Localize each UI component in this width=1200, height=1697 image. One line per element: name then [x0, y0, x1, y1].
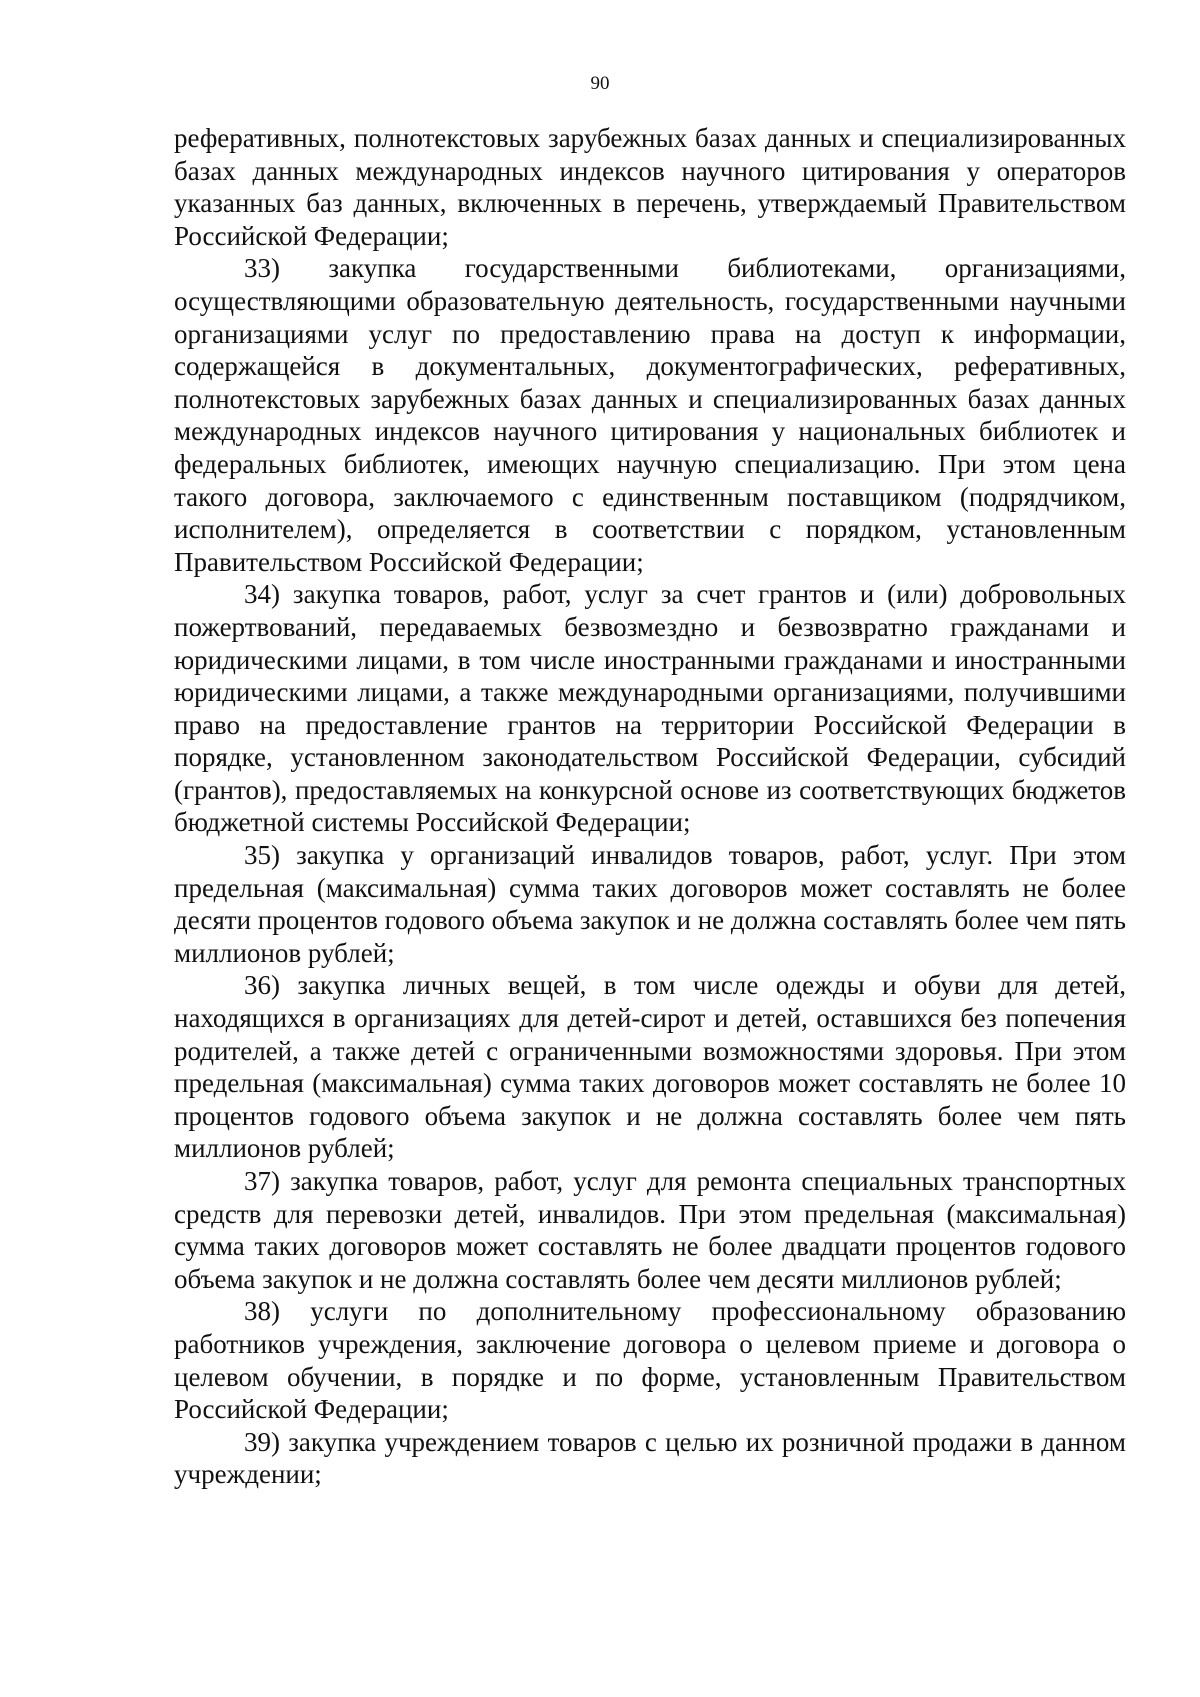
paragraph-item-39: 39) закупка учреждением товаров с целью их розничной продажи в данном учреждении;	[174, 1426, 1126, 1490]
paragraph-item-36: 36) закупка личных вещей, в том числе одежды и обуви для детей, находящихся в организациях для детей-сирот и детей, оставшихся без попечения родителей, а также детей с ограниченными возможностями здоровья. При этом предельная (максимальная) сумма таких договоров может составлять не более 10 процентов годового объема закупок и не должна составлять более чем пять миллионов рублей;	[174, 970, 1126, 1164]
paragraph-item-35: 35) закупка у организаций инвалидов товаров, работ, услуг. При этом предельная (максимальная) сумма таких договоров может составлять не более десяти процентов годового объема закупок и не должна составлять более чем пять миллионов рублей;	[174, 840, 1126, 968]
paragraph-continuation: реферативных, полнотекстовых зарубежных базах данных и специализированных базах данных международных индексов научного цитирования у операторов указанных баз данных, включенных в перечень, утверждаемый Правительством Российской Федерации;	[174, 123, 1126, 251]
paragraph-item-37: 37) закупка товаров, работ, услуг для ремонта специальных транспортных средств для перевозки детей, инвалидов. При этом предельная (максимальная) сумма таких договоров может составлять не более двадцати процентов годового объема закупок и не должна составлять более чем десяти миллионов рублей;	[174, 1166, 1126, 1294]
paragraph-item-33: 33) закупка государственными библиотеками, организациями, осуществляющими образовательную деятельность, государственными научными организациями услуг по предоставлению права на доступ к информации, содержащейся в документальных, документографических, реферативных, полнотекстовых зарубежных базах данных и специализированных базах данных международных индексов научного цитирования у национальных библиотек и федеральных библиотек, имеющих научную специализацию. При этом цена такого договора, заключаемого с единственным поставщиком (подрядчиком, исполнителем), определяется в соответствии с порядком, установленным Правительством Российской Федерации;	[174, 253, 1126, 577]
paragraph-item-34: 34) закупка товаров, работ, услуг за счет грантов и (или) добровольных пожертвований, передаваемых безвозмездно и безвозвратно гражданами и юридическими лицами, в том числе иностранными гражданами и иностранными юридическими лицами, а также международными организациями, получившими право на предоставление грантов на территории Российской Федерации в порядке, установленном законодательством Российской Федерации, субсидий (грантов), предоставляемых на конкурсной основе из соответствующих бюджетов бюджетной системы Российской Федерации;	[174, 579, 1126, 838]
document-body	[174, 122, 1126, 1491]
paragraph-item-38: 38) услуги по дополнительному профессиональному образованию работников учреждения, заключение договора о целевом приеме и договора о целевом обучении, в порядке и по форме, установленным Правительством Российской Федерации;	[174, 1296, 1126, 1425]
page-number: 90	[590, 73, 610, 94]
